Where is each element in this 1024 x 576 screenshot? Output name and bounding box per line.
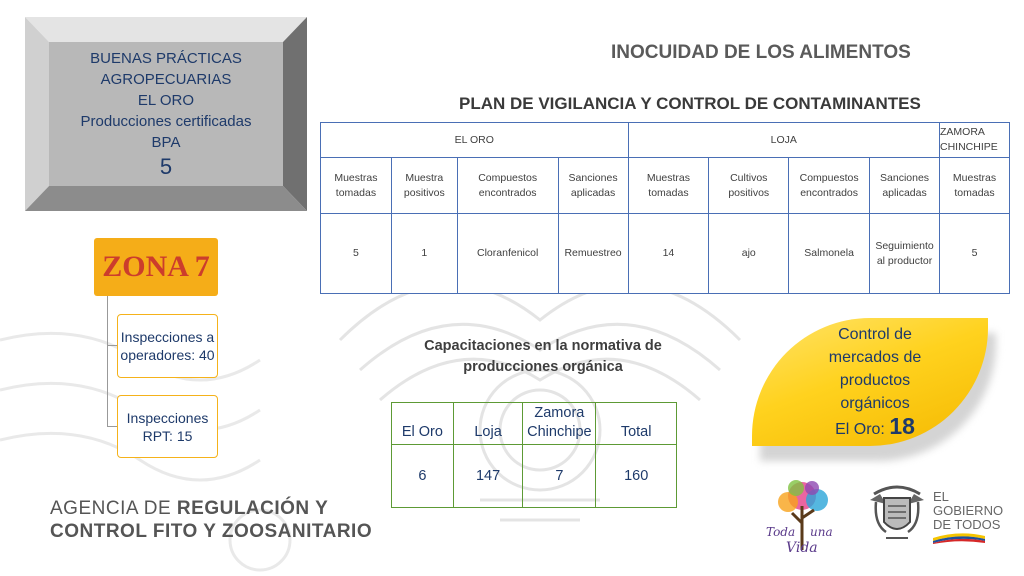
svg-text:una: una bbox=[810, 525, 833, 539]
svg-text:Toda: Toda bbox=[766, 525, 796, 539]
table-cell: 5 bbox=[321, 214, 392, 294]
ecuador-coat-of-arms-icon bbox=[866, 480, 928, 546]
mercados-line: orgánicos bbox=[840, 395, 910, 412]
table-cell: Salmonela bbox=[789, 214, 870, 294]
agency-text-light: AGENCIA DE bbox=[50, 498, 177, 519]
inspecciones-operadores-box: Inspecciones a operadores: 40 bbox=[117, 314, 218, 378]
agency-logotype bbox=[50, 497, 372, 543]
flag-swoosh-icon bbox=[933, 530, 985, 544]
column-header: Muestra positivos bbox=[391, 158, 457, 214]
mercados-value: 18 bbox=[889, 413, 915, 439]
group-header: LOJA bbox=[628, 123, 939, 158]
table-cell: Cloranfenicol bbox=[457, 214, 558, 294]
zona-title: ZONA 7 bbox=[94, 238, 218, 296]
agency-text-bold: REGULACIÓN Y bbox=[176, 498, 329, 519]
column-header: Cultivos positivos bbox=[709, 158, 789, 214]
gob-line: EL bbox=[933, 489, 949, 504]
gob-line: DE TODOS bbox=[933, 517, 1001, 532]
table-row bbox=[392, 445, 677, 508]
toda-una-vida-logo bbox=[762, 478, 842, 558]
column-header: Compuestos encontrados bbox=[457, 158, 558, 214]
gob-line: GOBIERNO bbox=[933, 503, 1004, 518]
capacitaciones-title: Capacitaciones en la normativa de producciones orgánica bbox=[424, 338, 662, 375]
agency-text-bold: CONTROL FITO Y ZOOSANITARIO bbox=[50, 521, 373, 542]
table-cell: Remuestreo bbox=[558, 214, 628, 294]
bevel-face bbox=[49, 42, 283, 186]
group-header: EL ORO bbox=[321, 123, 629, 158]
table-row bbox=[321, 214, 1010, 294]
mercados-line: productos bbox=[839, 372, 911, 389]
table-cell: 6 bbox=[392, 445, 454, 508]
inspecciones-rpt-box: Inspecciones RPT: 15 bbox=[117, 395, 218, 458]
bpa-line: Producciones certificadas bbox=[80, 112, 252, 130]
table-cell: Seguimiento al productor bbox=[870, 214, 940, 294]
column-header: Muestras tomadas bbox=[628, 158, 709, 214]
table-cell: 14 bbox=[628, 214, 709, 294]
mercados-line: mercados de bbox=[828, 349, 922, 366]
column-header: Loja bbox=[453, 403, 523, 445]
bpa-line: BPA bbox=[151, 133, 181, 151]
agency-line-1 bbox=[50, 497, 372, 520]
column-header: Muestras tomadas bbox=[940, 158, 1010, 214]
bpa-count: 5 bbox=[159, 153, 173, 179]
bpa-bevel-box bbox=[25, 17, 307, 211]
mercados-line: Control de bbox=[838, 326, 912, 343]
gobierno-logo-text bbox=[933, 490, 1003, 532]
column-header: El Oro bbox=[392, 403, 454, 445]
table-cell: 147 bbox=[453, 445, 523, 508]
capacitaciones-table bbox=[391, 402, 677, 508]
column-header: Muestras tomadas bbox=[321, 158, 392, 214]
column-header: Sanciones aplicadas bbox=[558, 158, 628, 214]
table-cell: 1 bbox=[391, 214, 457, 294]
column-header: Total bbox=[596, 403, 677, 445]
table-cell: 7 bbox=[523, 445, 596, 508]
column-header: Sanciones aplicadas bbox=[870, 158, 940, 214]
bpa-line: BUENAS PRÁCTICAS bbox=[90, 49, 242, 67]
bpa-line: AGROPECUARIAS bbox=[100, 70, 232, 88]
svg-text:Vida: Vida bbox=[786, 540, 818, 556]
table-cell: 5 bbox=[940, 214, 1010, 294]
column-header: Compuestos encontrados bbox=[789, 158, 870, 214]
table-cell: 160 bbox=[596, 445, 677, 508]
column-header: Zamora Chinchipe bbox=[523, 403, 596, 445]
page-subtitle: PLAN DE VIGILANCIA Y CONTROL DE CONTAMINANTES bbox=[459, 94, 921, 113]
group-header: ZAMORA CHINCHIPE bbox=[940, 123, 1010, 158]
agency-line-2 bbox=[50, 520, 372, 543]
bpa-line: EL ORO bbox=[137, 91, 195, 109]
table-cell: ajo bbox=[709, 214, 789, 294]
contaminants-table bbox=[320, 122, 1010, 294]
mercados-stat bbox=[835, 415, 915, 441]
tree-connector bbox=[107, 296, 108, 426]
page-title: INOCUIDAD DE LOS ALIMENTOS bbox=[611, 42, 911, 63]
mercados-label: El Oro: bbox=[835, 421, 885, 438]
